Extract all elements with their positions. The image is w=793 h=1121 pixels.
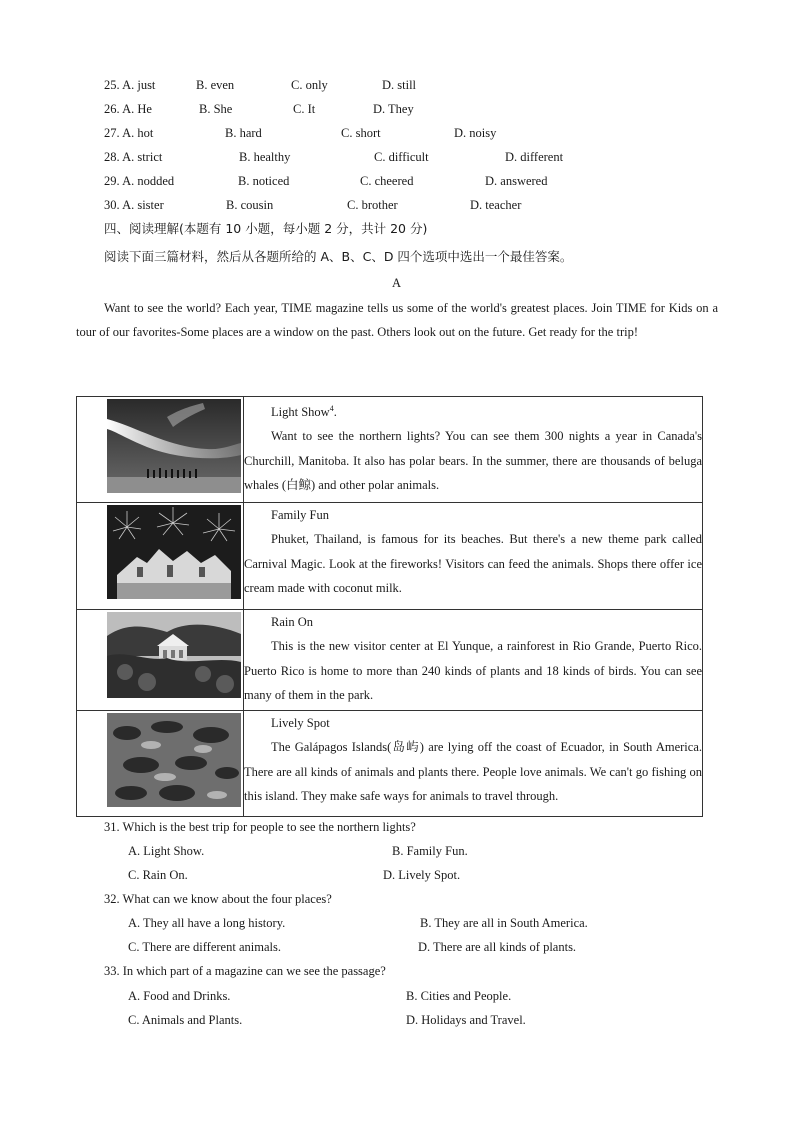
option-c: C. short [341,126,381,140]
cloze-row-28 [104,149,162,165]
rainforest-photo [107,612,241,698]
intro-paragraph [76,296,718,344]
question-32-stem: 32. What can we know about the four places? [104,892,332,906]
question-number: 30. [104,198,120,212]
cloze-row-30 [104,197,164,213]
text-cell [244,711,703,817]
galapagos-photo [107,713,241,807]
option-d: D. Lively Spot. [383,868,461,882]
option-c: C. cheered [360,174,414,188]
option-d: D. They [373,102,414,116]
place-description: This is the new visitor center at El Yunque, a rainforest in Rio Grande, Puerto Rico. Puerto Rico is home to more than 240 kinds of plants and 18 kinds of birds. You can see many of them in the park. [244,639,702,702]
place-row-light-show [77,397,703,503]
place-title-text: Light Show [271,405,330,420]
text-cell [244,610,703,711]
option-d: D. different [505,150,564,164]
option-d: D. still [382,78,417,92]
fireworks-photo [107,505,241,599]
section-instruction: 阅读下面三篇材料，然后从各题所给的 A、B、C、D 四个选项中选出一个最佳答案。 [104,249,573,264]
footnote-marker: 4 [329,404,334,413]
cloze-row-26 [104,101,152,117]
option-b: B. cousin [226,198,274,212]
place-title: Lively Spot [271,716,330,730]
option-c: C. difficult [374,150,429,164]
option-d: D. answered [485,174,548,188]
option-b: B. noticed [238,174,290,188]
option-c: C. There are different animals. [128,940,281,954]
option-b: B. They are all in South America. [420,916,588,930]
option-a: A. just [122,78,156,92]
option-d: D. There are all kinds of plants. [418,940,577,954]
option-b: B. Cities and People. [406,989,512,1003]
place-row-lively-spot [77,711,703,817]
cloze-row-25 [104,77,155,93]
option-c: C. only [291,78,328,92]
place-row-family-fun [77,503,703,610]
northern-lights-photo [107,399,241,493]
option-a: A. Food and Drinks. [128,989,231,1003]
option-b: B. She [199,102,233,116]
option-b: B. even [196,78,235,92]
question-number: 25. [104,78,120,92]
option-b: B. Family Fun. [392,844,468,858]
option-d: D. Holidays and Travel. [406,1013,526,1027]
place-description: Phuket, Thailand, is famous for its beaches. But there's a new theme park called Carnival Magic. Look at the fireworks! Visitors can feed the animals. Shops there offer ice cream made with coconut milk. [244,532,702,595]
place-description: Want to see the northern lights? You can see them 300 nights a year in Canada's Churchill, Manitoba. It also has polar bears. In the summer, there are thousands of beluga whales (白鲸) and other polar animals. [244,429,702,493]
option-c: C. Animals and Plants. [128,1013,243,1027]
option-a: A. He [122,102,152,116]
passage-label: A [391,276,402,290]
question-33-stem: 33. In which part of a magazine can we see the passage? [104,964,386,978]
text-cell [244,503,703,610]
question-number: 26. [104,102,120,116]
question-31-stem: 31. Which is the best trip for people to see the northern lights? [104,820,416,834]
option-a: A. strict [122,150,163,164]
cloze-row-27 [104,125,153,141]
place-title: Rain On [271,615,314,629]
section-heading: 四、阅读理解(本题有 10 小题，每小题 2 分，共计 20 分) [104,221,428,236]
image-cell [77,711,244,817]
option-a: A. Light Show. [128,844,205,858]
option-d: D. teacher [470,198,522,212]
text-cell [244,397,703,503]
image-cell [77,397,244,503]
option-c: C. brother [347,198,398,212]
image-cell [77,610,244,711]
option-a: A. sister [122,198,164,212]
option-a: A. They all have a long history. [128,916,286,930]
option-b: B. healthy [239,150,291,164]
places-table [76,396,703,817]
intro-text: Want to see the world? Each year, TIME magazine tells us some of the world's greatest places. Join TIME for Kids on a tour of our favorites-Some places are a window on the past. Others look out on the future. Get ready for the trip! [76,301,718,339]
option-d: D. noisy [454,126,497,140]
place-description: The Galápagos Islands(岛屿) are lying off the coast of Ecuador, in South America. There are all kinds of animals and plants there. People love animals. We can't go fishing on this island. They make safe ways for animals to travel through. [244,740,702,803]
place-title: Family Fun [271,508,329,522]
option-b: B. hard [225,126,262,140]
question-number: 29. [104,174,120,188]
place-title: Light Show$^4$. [271,404,337,420]
option-a: A. nodded [122,174,175,188]
option-c: C. It [293,102,316,116]
cloze-row-29 [104,173,174,189]
image-cell [77,503,244,610]
place-row-rain-on [77,610,703,711]
question-number: 28. [104,150,120,164]
option-c: C. Rain On. [128,868,188,882]
option-a: A. hot [122,126,154,140]
question-number: 27. [104,126,120,140]
